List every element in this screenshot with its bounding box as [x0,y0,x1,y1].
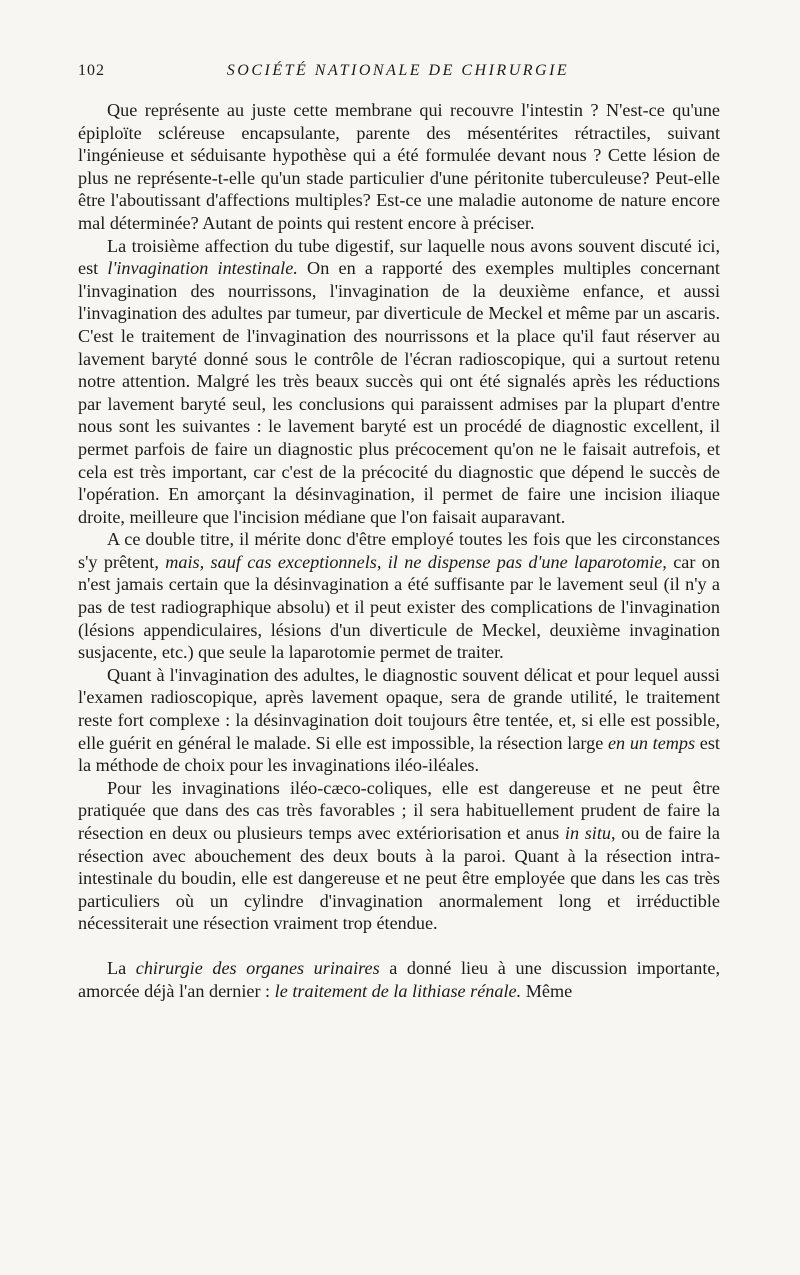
italic-phrase: le traitement de la lithiase rénale. [274,980,522,1001]
text-run: Pour les invaginations iléo-cæco-coliques, elle est dangereuse et ne peut être pratiquée que dans des cas très favorables ; il sera habituellement prudent de faire la résection en deux ou plusieurs temps avec extériorisation et anus [78,777,720,843]
text-run: car on n'est jamais certain que la désinvagination a été suffisante par le lavement seul (il n'y a pas de test radiographique absolu) et il peut exister des complications de l'invagination (lésions appendiculaires, lésions d'un diverticule de Meckel, deuxième invagination susjacente, etc.) que seule la laparotomie permet de traiter. [78,551,720,663]
text-run: La troisième affection du tube digestif, sur laquelle nous avons souvent discuté ici, est [78,235,720,279]
body-text [78,99,720,1002]
text-run: On en a rapporté des exemples multiples concernant l'invagination des nourrissons, l'invagination de la deuxième enfance, et aussi l'invagination des adultes par tumeur, par diverticule de Meckel et même par un ascaris. C'est le traitement de l'invagination des nourrissons et la place qu'il faut réserver au lavement baryté donné sous le contrôle de l'écran radioscopique, qui a surtout retenu notre attention. Malgré les très beaux succès qui ont été signalés après les réductions par lavement baryté seul, les conclusions qui paraissent admises par la plupart d'entre nous sont les suivantes : le lavement baryté est un procédé de diagnostic excellent, il permet parfois de faire un diagnostic plus précocement qu'on ne le faisait autrefois, et cela est très important, car c'est de la précocité du diagnostic que dépend le succès de l'opération. En amorçant la désinvagination, il permet de faire une incision iliaque droite, meilleure que l'incision médiane que l'on faisait auparavant. [78,258,720,527]
page-header [78,62,718,86]
italic-phrase: en un temps [607,732,696,753]
paragraph-ileo-caeco [78,777,720,935]
italic-term: chirurgie des organes urinaires [135,957,380,978]
italic-phrase: mais, sauf cas exceptionnels, il ne dispense pas d'une laparotomie, [165,551,667,572]
running-title: SOCIÉTÉ NATIONALE DE CHIRURGIE [226,62,570,79]
text-run: Quant à l'invagination des adultes, le diagnostic souvent délicat et pour lequel aussi l'examen radioscopique, après lavement opaque, sera de grande utilité, le traitement reste fort complexe : la désinvagination doit toujours être tentée, et, si elle est possible, elle guérit en général le malade. Si elle est impossible, la résection large [78,664,720,753]
paragraph-adultes [78,664,720,777]
page-number: 102 [78,62,105,79]
paragraph-urinaires [78,957,720,1002]
italic-term: l'invagination intestinale. [107,258,298,279]
italic-phrase: in situ [564,823,612,843]
text-run: Même [521,980,573,1001]
text-run: a donné lieu à une discussion importante, amorcée déjà l'an dernier : [78,957,720,1001]
text-run: , ou de faire la résection avec abouchement des deux bouts à la paroi. Quant à la résection intra-intestinale du boudin, elle est dangereuse et ne peut être employée que dans les cas très particuliers où un cylindre d'invagination anormalement long et irréductible nécessiterait une résection vraiment trop étendue. [78,823,720,934]
paragraph-membrane: Que représente au juste cette membrane qui recouvre l'intestin ? N'est-ce qu'une épiploïte scléreuse encapsulante, parente des mésentérites rétractiles, suivant l'ingénieuse et séduisante hypothèse qui a été formulée devant nous ? Cette lésion de plus ne représente-t-elle qu'un stade particulier d'une péritonite tuberculeuse? Peut-elle être l'aboutissant d'affections multiples? Est-ce une maladie autonome de nature encore mal déterminée? Autant de points qui restent encore à préciser. [78,100,720,233]
text-run: A ce double titre, il mérite donc d'être employé toutes les fois que les circonstances s'y prêtent, [78,529,720,572]
text-run: La [107,957,136,978]
text-run: est la méthode de choix pour les invaginations iléo-iléales. [78,732,720,776]
paragraph-invagination [78,235,720,529]
paragraph-laparotomie [78,528,720,664]
